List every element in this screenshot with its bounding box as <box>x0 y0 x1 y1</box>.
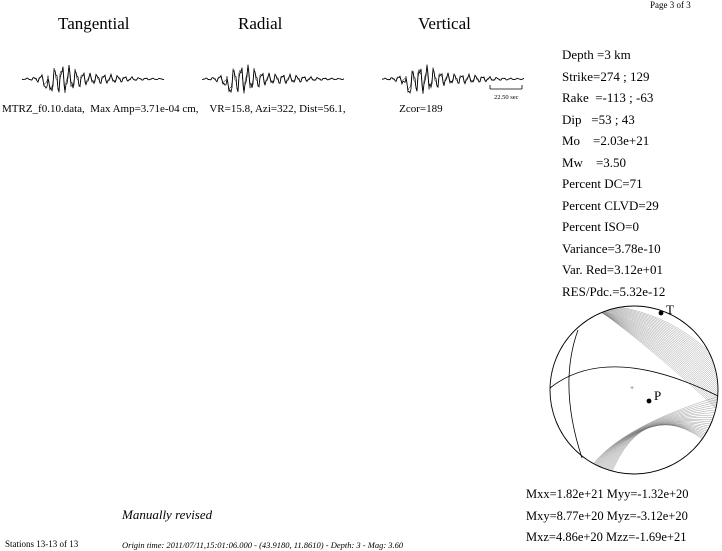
hatch-line <box>589 307 720 399</box>
hatch-line <box>608 425 720 478</box>
percent-iso-line: Percent ISO=0 <box>562 219 640 234</box>
waveform-traces <box>22 65 524 94</box>
radial-header: Radial <box>238 14 283 33</box>
hatch-line <box>607 425 720 478</box>
hatch-line <box>584 306 721 391</box>
mt-row-2: Mxy=8.77e+20 Myz=-3.12e+20 <box>526 508 688 523</box>
max-amplitude: Max Amp=3.71e-04 cm, <box>90 103 199 115</box>
stations-count: Stations 13-13 of 13 <box>5 539 79 549</box>
focal-mechanism-beachball <box>548 300 722 478</box>
strike-line: Strike=274 ; 129 <box>562 68 650 84</box>
t-axis-label: T <box>666 302 674 317</box>
time-scale-bar <box>490 85 522 89</box>
moment-tensor-components <box>526 484 689 549</box>
observed-trace <box>22 65 164 92</box>
revision-status: Manually revised <box>122 507 213 522</box>
percent-clvd-line: Percent CLVD=29 <box>562 197 659 213</box>
p-axis-dot <box>647 399 652 404</box>
depth-line: Depth =3 km <box>562 47 631 62</box>
nodal-plane-1 <box>569 330 582 458</box>
waveform-panel <box>0 62 540 104</box>
mt-row-1: Mxx=1.82e+21 Myy=-1.32e+20 <box>526 487 689 501</box>
hatch-line <box>582 306 722 386</box>
hatch-line <box>590 410 720 479</box>
mo-line: Mo =2.03e+21 <box>562 133 650 148</box>
dip-line: Dip =53 ; 43 <box>562 111 635 127</box>
tangential-header: Tangential <box>58 14 130 33</box>
mt-row-3: Mxz=4.86e+20 Mzz=-1.69e+21 <box>526 530 687 544</box>
percent-dc-line: Percent DC=71 <box>562 176 643 191</box>
vr-azi-dist: VR=15.8, Azi=322, Dist=56.1, <box>209 103 346 115</box>
station-file: MTRZ_f0.10.data, <box>2 103 85 115</box>
page-number: Page 3 of 3 <box>650 0 691 10</box>
center-mark: + <box>630 385 635 392</box>
hatch-line <box>578 305 722 380</box>
station-info <box>2 103 443 115</box>
p-axis-label: P <box>654 388 662 403</box>
hatch-line <box>577 305 722 378</box>
hatch-arcs <box>572 304 722 478</box>
mw-line: Mw =3.50 <box>562 154 627 170</box>
var-red-line: Var. Red=3.12e+01 <box>562 262 663 277</box>
hatch-line <box>586 401 720 478</box>
origin-info: Origin time: 2011/07/11,15:01:06.000 - (43.9180, 11.8610) - Depth: 3 - Mag: 3.60 <box>122 540 404 550</box>
t-axis-dot <box>659 311 664 316</box>
hatch-line <box>590 307 720 400</box>
compression-hatching <box>572 304 722 478</box>
hatch-line <box>609 425 720 478</box>
variance-line: Variance=3.78e-10 <box>562 240 661 256</box>
rake-line: Rake =-113 ; -63 <box>562 90 654 105</box>
time-scale-label: 22.50 sec <box>494 94 519 101</box>
solution-parameters <box>562 44 665 302</box>
res-pdc-line: RES/Pdc.=5.32e-12 <box>562 283 666 299</box>
zcor-value: Zcor=189 <box>399 103 443 115</box>
vertical-header: Vertical <box>418 14 471 33</box>
